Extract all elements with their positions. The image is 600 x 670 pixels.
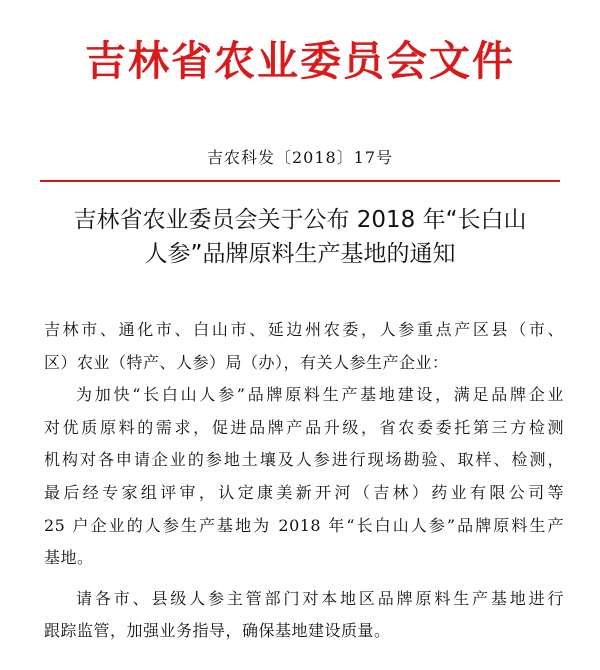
red-divider-line (40, 180, 560, 182)
addressee-line: 吉林市、通化市、白山市、延边州农委，人参重点产区县（市、 (44, 320, 564, 339)
paragraph-line: 25 户企业的人参生产基地为 2018 年“长白山人参”品牌原料生产 (44, 515, 564, 535)
document-number: 吉农科发〔2018〕17号 (206, 148, 394, 167)
notice-title (0, 203, 600, 271)
paragraph-line: 对优质原料的需求，促进品牌产品升级，省农委委托第三方检测 (44, 417, 564, 437)
paragraph-gap (44, 575, 564, 583)
paragraph-line: 基地。 (44, 548, 94, 568)
addressee-line: 区）农业（特产、人参）局（办），有关人参生产企业： (44, 352, 449, 372)
paragraph-line: 最后经专家组评审，认定康美新开河（吉林）药业有限公司等 (44, 482, 564, 502)
notice-title-line: 吉林省农业委员会关于公布 2018 年“长白山 (73, 207, 527, 233)
notice-title-line: 人参”品牌原料生产基地的通知 (144, 241, 456, 267)
paragraph-line: 跟踪监管，加强业务指导，确保基地建设质量。 (44, 621, 391, 641)
paragraph-line: 请各市、县级人参主管部门对本地区品牌原料生产基地进行 (76, 588, 564, 608)
issuing-authority-title: 吉林省农业委员会文件 (85, 37, 515, 85)
paragraph-line: 为加快“长白山人参”品牌原料生产基地建设，满足品牌企业 (76, 385, 564, 405)
paragraph-line: 机构对各申请企业的参地土壤及人参进行现场勘验、取样、检测， (44, 450, 564, 470)
notice-body (44, 314, 564, 648)
